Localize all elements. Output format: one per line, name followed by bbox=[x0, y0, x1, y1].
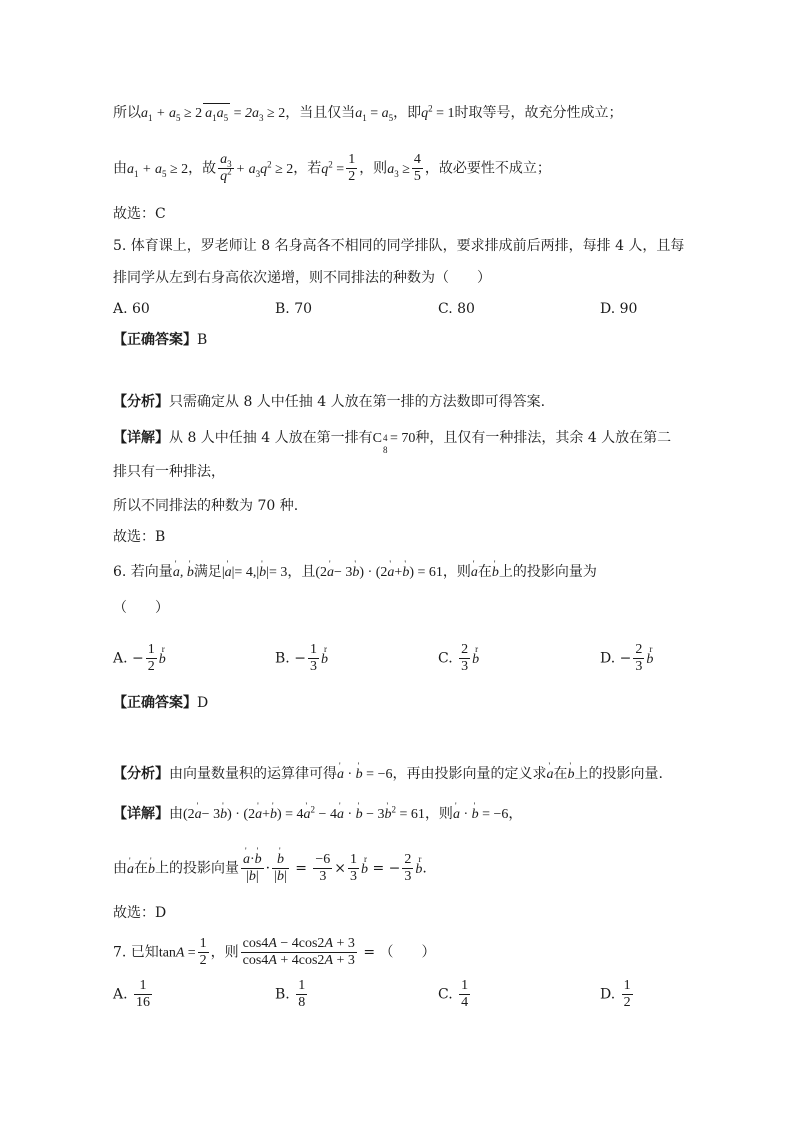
fraction: $\frac{a_3}{q^2}$ bbox=[220, 152, 232, 184]
text: 从 8 人中任抽 4 人放在第一排有 bbox=[169, 430, 373, 446]
q6-detail-2: 由' a在' b上的投影向量 ' $\frac{a\cdot' b}{|b|}$ · ' $\frac{b}{|b|}$ = $\frac{-6}{3}$ × $\frac{1}{3}$ r b = − $\frac{2}{3}$ r b. bbox=[113, 852, 427, 885]
q6-answer bbox=[113, 693, 208, 713]
text: 在 bbox=[134, 860, 148, 877]
answer-label: 【正确答案】 bbox=[113, 695, 197, 711]
text: ，再由投影向量的定义求 bbox=[392, 766, 547, 782]
choose-line: 故选：C bbox=[113, 206, 166, 222]
q6-option-c: C. $\frac{2}{3}$ r b bbox=[438, 642, 479, 675]
detail-label: 【详解】 bbox=[113, 430, 169, 446]
answer-label: 【正确答案】 bbox=[113, 332, 197, 348]
option-label: B. bbox=[275, 986, 290, 1003]
text: 6. 若向量 bbox=[113, 564, 173, 580]
text: ，则 bbox=[210, 944, 239, 961]
q5-detail-3: 所以不同排法的种数为 70 种. bbox=[113, 498, 299, 514]
text: ，即 bbox=[393, 105, 422, 121]
option-label: B. bbox=[275, 650, 290, 667]
text: 种，且仅有一种排法，其余 4 人放在第二 bbox=[415, 430, 672, 446]
fraction: $\frac{1}{2}$ bbox=[348, 152, 356, 184]
q6-choose: 故选：D bbox=[113, 905, 167, 921]
text: 由 bbox=[169, 806, 183, 822]
text: ，当且仅当 bbox=[285, 105, 356, 121]
proof-line-2: 由$a_1 + a_5 \ge 2$，故 $\frac{a_3}{q^2}$ + $a_3q^2 \ge 2$，若$q^2$ = $\frac{1}{2}$ ，则$a_3$ ≥ $\frac{4}{5}$ ，故必要性不成立； bbox=[113, 152, 551, 184]
proof-line-1: 所以$a_1 + a_5 \ge 2$ $a_1a_5 = 2a_3 \ge 2$，当且仅当$a_1 = a_5$，即$q^2 = 1$时取等号，故充分性成立； bbox=[113, 103, 623, 123]
text: 由 bbox=[113, 160, 127, 177]
option-label: D. bbox=[600, 650, 616, 667]
detail-label: 【详解】 bbox=[113, 806, 169, 822]
text: ，则 bbox=[359, 160, 388, 177]
q6-option-b: B. − $\frac{1}{3}$ r b bbox=[275, 642, 328, 675]
analysis-label: 【分析】 bbox=[113, 766, 169, 782]
q5-detail-1: 【详解】从 8 人中任抽 4 人放在第一排有C 4 8 = 70种，且仅有一种排法，其余 4 人放在第二 bbox=[113, 430, 672, 455]
text: 在 bbox=[477, 564, 492, 580]
text: 所以 bbox=[113, 105, 141, 121]
q5-analysis bbox=[113, 392, 545, 412]
text: ，且 bbox=[287, 564, 316, 580]
fraction: $\frac{4}{5}$ bbox=[413, 152, 421, 184]
q6-analysis: 【分析】由向量数量积的运算律可得' a · ' b = −6，再由投影向量的定义求' a在' b上的投影向量. bbox=[113, 764, 663, 785]
q6-option-a: A. − $\frac{1}{2}$ r b bbox=[113, 642, 166, 675]
text: ，故必要性不成立； bbox=[424, 160, 551, 177]
q5-stem-1: 5. 体育课上，罗老师让 8 名身高各不相同的同学排队，要求排成前后两排，每排 4 人，且每 bbox=[113, 238, 685, 254]
q7-stem: 7. 已知tanA = $\frac{1}{2}$ ，则 $\frac{\cos 4A - 4\cos 2A + 3}{\cos 4A + 4\cos 2A + 3}$ = （ ） bbox=[113, 936, 436, 968]
text: （ ） bbox=[379, 944, 436, 961]
q6-option-d: D. − $\frac{2}{3}$ r b bbox=[600, 642, 653, 675]
text: 上的投影向量. bbox=[574, 766, 663, 782]
q5-answer bbox=[113, 330, 207, 350]
text: 在 bbox=[553, 766, 568, 782]
q7-option-a: A. $\frac{1}{16}$ bbox=[113, 978, 151, 1010]
q6-stem-1: 6. 若向量' a, ' b满足|' a|= 4,|' b|= 3，且(2' a− 3' b) · (2' a+' b) = 61，则' a在' b上的投影向量为 bbox=[113, 562, 597, 583]
q7-option-d: D. $\frac{1}{2}$ bbox=[600, 978, 631, 1010]
option-label: A. bbox=[113, 650, 128, 667]
text: 时取等号，故充分性成立； bbox=[454, 105, 623, 121]
q5-stem-2: 排同学从左到右身高依次递增，则不同排法的种数为（ ） bbox=[113, 270, 491, 286]
q6-detail-1: 【详解】由(2' a− 3' b) · (2' a+' b) = 4' $a^2 - 4'$ a · ' b − 3' $b^2 = 61$，则' a · ' b = −6， bbox=[113, 804, 522, 825]
text: 满足 bbox=[193, 564, 222, 580]
q5-option-b: B. 70 bbox=[275, 301, 313, 317]
text: 上的投影向量 bbox=[155, 860, 239, 877]
q6-stem-2: （ ） bbox=[113, 600, 169, 616]
option-label: C. bbox=[438, 986, 453, 1003]
q5-option-c: C. 80 bbox=[438, 301, 475, 317]
q7-option-c: C. $\frac{1}{4}$ bbox=[438, 978, 469, 1010]
q5-option-d: D. 90 bbox=[600, 301, 638, 317]
q7-option-b: B. $\frac{1}{8}$ bbox=[275, 978, 306, 1010]
analysis-label: 【分析】 bbox=[113, 394, 169, 410]
text: ，则 bbox=[424, 806, 453, 822]
text: 7. 已知 bbox=[113, 944, 159, 961]
answer-value: B bbox=[197, 332, 208, 348]
option-label: A. bbox=[113, 986, 128, 1003]
text: ，故 bbox=[188, 160, 217, 177]
option-label: C. bbox=[438, 650, 453, 667]
q5-detail-2: 排只有一种排法， bbox=[113, 464, 225, 480]
text: 由 bbox=[113, 860, 127, 877]
answer-value: D bbox=[197, 695, 209, 711]
text: 上的投影向量为 bbox=[498, 564, 597, 580]
q5-choose: 故选：B bbox=[113, 529, 166, 545]
text: 由向量数量积的运算律可得 bbox=[169, 766, 337, 782]
text: ，若 bbox=[293, 160, 322, 177]
analysis-text: 只需确定从 8 人中任抽 4 人放在第一排的方法数即可得答案. bbox=[169, 394, 546, 410]
q5-option-a: A. 60 bbox=[113, 301, 150, 317]
option-label: D. bbox=[600, 986, 616, 1003]
text: ，则 bbox=[442, 564, 471, 580]
